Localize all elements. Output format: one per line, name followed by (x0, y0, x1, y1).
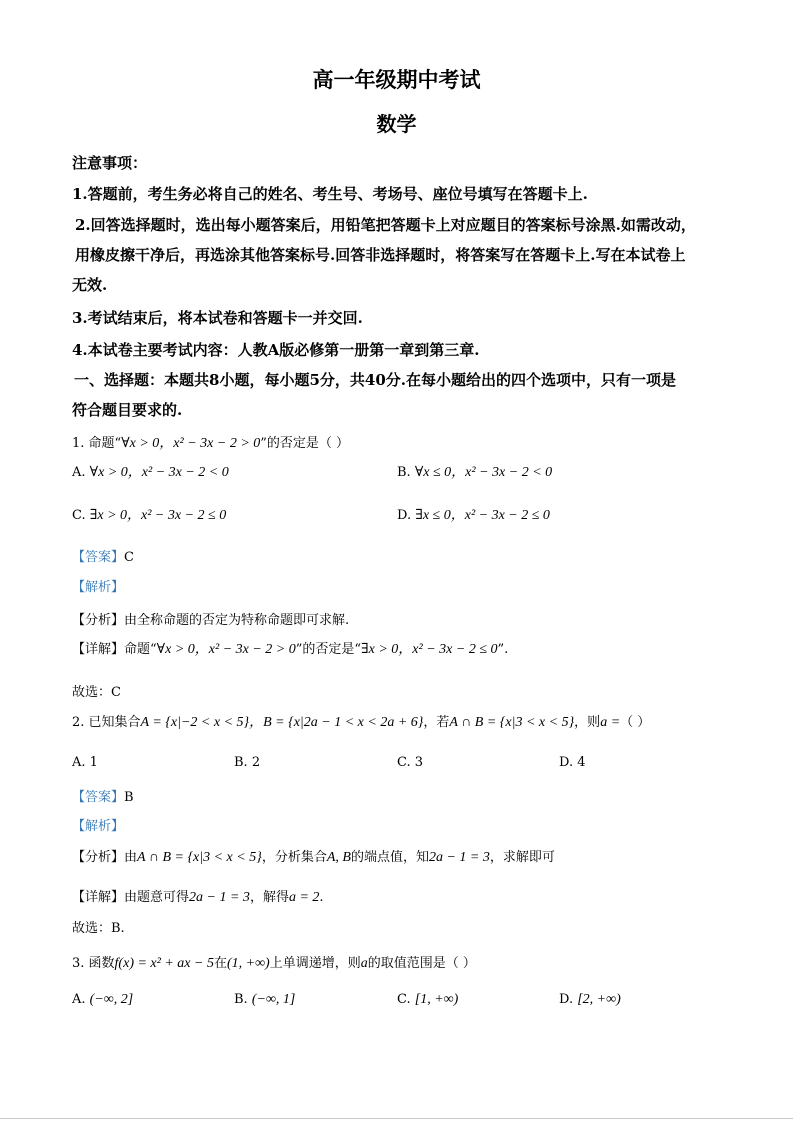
xiangjie-math: ∀x > 0，x² − 3x − 2 > 0 (156, 642, 296, 657)
answer-value: B (124, 790, 134, 805)
xiangjie-text: . (319, 890, 324, 905)
xiangjie-math: 2a − 1 = 3 (189, 890, 250, 905)
notice-item: 4.本试卷主要考试内容：人教A版必修第一册第一章到第三章. (72, 341, 480, 359)
option-a: A. 1 (72, 755, 98, 770)
question-2-stem (72, 711, 650, 731)
option-d (559, 992, 621, 1008)
fenxi-line (72, 846, 555, 866)
option-letter: A. (72, 465, 86, 480)
stem-text: ，则 (574, 715, 601, 730)
section-heading: 一、选择题：本题共8小题，每小题5分，共40分.在每小题给出的四个选项中，只有一项是 (74, 371, 676, 389)
option-letter: D. (397, 508, 412, 523)
option-letter: D. (559, 992, 574, 1007)
option-c: C. 3 (397, 755, 424, 770)
option-math: ∀x > 0，x² − 3x − 2 < 0 (89, 465, 229, 480)
fenxi-text: ，求解即可 (489, 850, 555, 865)
xiangjie-line (72, 886, 324, 906)
notice-heading: 注意事项： (72, 154, 148, 172)
exam-subject: 数学 (376, 112, 417, 136)
stem-math: f(x) = x² + ax − 5 (114, 956, 214, 971)
answer-tag: 【答案】 (72, 790, 125, 805)
choose-line: 故选：C (72, 685, 121, 700)
answer-value: C (124, 550, 134, 565)
page-bottom-rule (0, 1118, 793, 1119)
answer-line (72, 546, 134, 565)
fenxi-math: A ∩ B = {x|3 < x < 5} (137, 850, 262, 865)
xiangjie-text: ”. (497, 642, 509, 657)
notice-item: 1.答题前，考生务必将自己的姓名、考生号、考场号、座位号填写在答题卡上. (72, 185, 588, 203)
analysis-tag: 【解析】 (72, 580, 125, 595)
xiangjie-text: 命题“ (124, 642, 157, 657)
fenxi-text: 的端点值，知 (350, 850, 429, 865)
stem-math: A = {x|−2 < x < 5}，B = {x|2a − 1 < x < 2a + 6} (140, 715, 424, 730)
stem-text: （ ） (620, 715, 651, 730)
option-math: [1, +∞) (414, 992, 459, 1007)
xiangjie-text: 由题意可得 (124, 890, 190, 905)
xiangjie-math: a = 2 (288, 890, 320, 905)
option-math: ∃x ≤ 0，x² − 3x − 2 ≤ 0 (415, 508, 550, 523)
analysis-tag: 【解析】 (72, 819, 125, 834)
choose-line: 故选：B. (72, 921, 125, 936)
xiangjie-text: ”的否定是“ (295, 642, 362, 657)
fenxi-text: 由全称命题的否定为特称命题即可求解. (124, 613, 350, 628)
fenxi-math: 2a − 1 = 3 (428, 850, 490, 865)
xiangjie-tag: 【详解】 (72, 642, 125, 657)
question-1-stem (72, 432, 349, 452)
xiangjie-math: ∃x > 0，x² − 3x − 2 ≤ 0 (361, 642, 498, 657)
option-letter: A. (72, 992, 86, 1007)
fenxi-tag: 【分析】 (72, 613, 125, 628)
notice-item: 2.回答选择题时，选出每小题答案后，用铅笔把答题卡上对应题目的答案标号涂黑.如需改动， (75, 216, 696, 234)
xiangjie-text: ，解得 (249, 890, 289, 905)
stem-text: ，若 (423, 715, 450, 730)
stem-math: A ∩ B = {x|3 < x < 5} (449, 715, 575, 730)
stem-text: 3. 函数 (72, 956, 115, 971)
fenxi-text: 由 (124, 850, 138, 865)
exam-title: 高一年级期中考试 (312, 67, 481, 92)
fenxi-text: ，分析集合 (261, 850, 327, 865)
option-c (397, 992, 458, 1008)
option-c (72, 504, 226, 524)
notice-item: 用橡皮擦干净后，再选涂其他答案标号.回答非选择题时，将答案写在答题卡上.写在本试卷上 (75, 246, 686, 264)
answer-tag: 【答案】 (72, 550, 125, 565)
fenxi-line (72, 609, 349, 628)
fenxi-math: A, B (326, 850, 351, 865)
question-3-stem (72, 952, 476, 972)
notice-item: 3.考试结束后，将本试卷和答题卡一并交回. (72, 309, 363, 327)
option-d: D. 4 (559, 755, 586, 770)
option-letter: B. (234, 992, 248, 1007)
option-a (72, 992, 133, 1008)
stem-text: 的取值范围是（ ） (367, 956, 476, 971)
option-a (72, 461, 229, 481)
stem-text: 上单调递增，则 (269, 956, 361, 971)
option-d (397, 504, 550, 524)
notice-item: 无效. (72, 276, 108, 294)
option-math: ∀x ≤ 0，x² − 3x − 2 < 0 (414, 465, 553, 480)
stem-math: a = (600, 715, 621, 730)
xiangjie-line (72, 638, 508, 658)
option-math: [2, +∞) (577, 992, 621, 1007)
option-b (234, 992, 295, 1008)
stem-math: a (360, 956, 368, 971)
option-letter: C. (397, 992, 411, 1007)
xiangjie-tag: 【详解】 (72, 890, 125, 905)
option-letter: C. (72, 508, 86, 523)
stem-text: 1. 命题“ (72, 436, 122, 451)
option-b: B. 2 (234, 755, 261, 770)
option-math: (−∞, 2] (89, 992, 134, 1007)
stem-text: ”的否定是（ ） (260, 436, 350, 451)
option-b (397, 461, 552, 481)
stem-math: ∀x > 0，x² − 3x − 2 > 0 (121, 436, 261, 451)
option-math: ∃x > 0，x² − 3x − 2 ≤ 0 (89, 508, 227, 523)
stem-math: (1, +∞) (226, 956, 270, 971)
option-letter: B. (397, 465, 411, 480)
answer-line (72, 786, 134, 805)
stem-text: 2. 已知集合 (72, 715, 141, 730)
fenxi-tag: 【分析】 (72, 850, 125, 865)
option-math: (−∞, 1] (251, 992, 296, 1007)
stem-text: 在 (213, 956, 227, 971)
section-heading-cont: 符合题目要求的. (72, 401, 183, 419)
